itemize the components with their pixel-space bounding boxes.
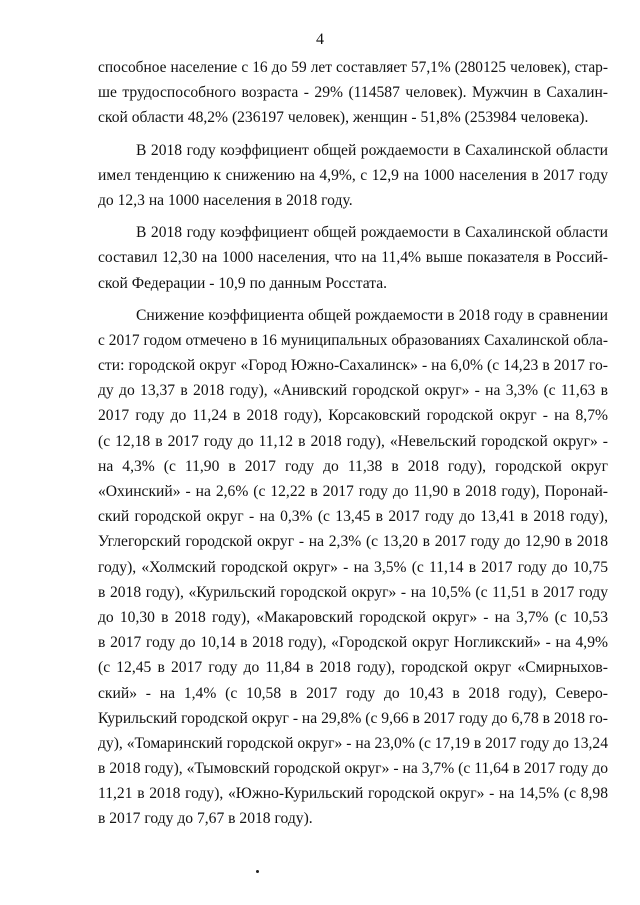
paragraph-municipal-decline <box>98 303 608 832</box>
text-line: В 2018 году коэффициент общей рождаемости в Сахалинской области <box>136 224 608 242</box>
text-line: составил 12,30 на 1000 населения, что на 11,4% выше показателя в Россий- <box>98 249 608 267</box>
scan-speck <box>256 870 259 873</box>
text-line: имел тенденцию к снижению на 4,9%, с 12,9 на 1000 населения в 2017 году <box>98 166 608 184</box>
text-line: ду до 13,37 в 2018 году), «Анивский городской округ» - на 3,3% (с 11,63 в <box>98 382 608 400</box>
text-line: «Охинский» - на 2,6% (с 12,22 в 2017 году до 11,90 в 2018 году), Поронай- <box>98 483 608 500</box>
text-line: в 2018 году), «Тымовский городской округ» - на 3,7% (с 11,64 в 2017 году до <box>98 760 608 778</box>
text-line: ский» - на 1,4% (с 10,58 в 2017 году до 10,43 в 2018 году), Северо- <box>98 684 608 702</box>
text-line: Курильский городской округ - на 29,8% (с 9,66 в 2017 году до 6,78 в 2018 го- <box>98 709 608 727</box>
text-line: до 12,3 на 1000 населения в 2018 году. <box>98 191 353 209</box>
text-line: году), «Холмский городской округ» - на 3,5% (с 11,14 в 2017 году до 10,75 <box>98 558 608 576</box>
text-line: с 2017 годом отмечено в 16 муниципальных образованиях Сахалинской обла- <box>98 331 608 349</box>
text-line: способное население с 16 до 59 лет составляет 57,1% (280125 человек), стар- <box>98 59 608 76</box>
text-line: В 2018 году коэффициент общей рождаемости в Сахалинской области <box>136 141 608 159</box>
text-line: до 10,30 в 2018 году), «Макаровский городской округ» - на 3,7% (с 10,53 <box>98 608 608 626</box>
text-line: на 4,3% (с 11,90 в 2017 году до 11,38 в 2018 году), городской округ <box>98 457 608 475</box>
text-line: в 2017 году до 7,67 в 2018 году). <box>98 810 313 828</box>
text-line: ду), «Томаринский городской округ» - на 23,0% (с 17,19 в 2017 году до 13,24 <box>98 734 608 752</box>
text-line: Снижение коэффициента общей рождаемости в 2018 году в сравнении <box>136 306 608 324</box>
text-line: 2017 году до 11,24 в 2018 году), Корсаковский городской округ - на 8,7% <box>98 407 608 425</box>
paragraph-birth-rate-trend <box>98 138 608 214</box>
text-line: в 2017 году до 10,14 в 2018 году), «Городской округ Ногликский» - на 4,9% <box>98 634 608 652</box>
text-line: ской области 48,2% (236197 человек), женщин - 51,8% (253984 человека). <box>98 109 589 127</box>
paragraph-birth-rate-comparison <box>98 220 608 296</box>
text-line: ский городской округ - на 0,3% (с 13,45 в 2017 году до 13,41 в 2018 году), <box>98 508 608 526</box>
text-line: Углегорский городской округ - на 2,3% (с 13,20 в 2017 году до 12,90 в 2018 <box>98 533 608 551</box>
paragraph-population-continuation <box>98 55 608 131</box>
text-line: в 2018 году), «Курильский городской округ» - на 10,5% (с 11,51 в 2017 году <box>98 583 608 601</box>
text-line: (с 12,18 в 2017 году до 11,12 в 2018 году), «Невельский городской округ» - <box>98 432 608 450</box>
document-body <box>98 55 608 832</box>
text-line: (с 12,45 в 2017 году до 11,84 в 2018 году), городской округ «Смирныхов- <box>98 659 608 677</box>
text-line: ской Федерации - 10,9 по данным Росстата. <box>98 274 388 292</box>
text-line: 11,21 в 2018 году), «Южно-Курильский городской округ» - на 14,5% (с 8,98 <box>98 785 608 803</box>
text-line: сти: городской округ «Город Южно-Сахалинск» - на 6,0% (с 14,23 в 2017 го- <box>98 357 608 375</box>
page-number: 4 <box>316 31 324 48</box>
text-line: ше трудоспособного возраста - 29% (114587 человек). Мужчин в Сахалин- <box>98 84 608 102</box>
